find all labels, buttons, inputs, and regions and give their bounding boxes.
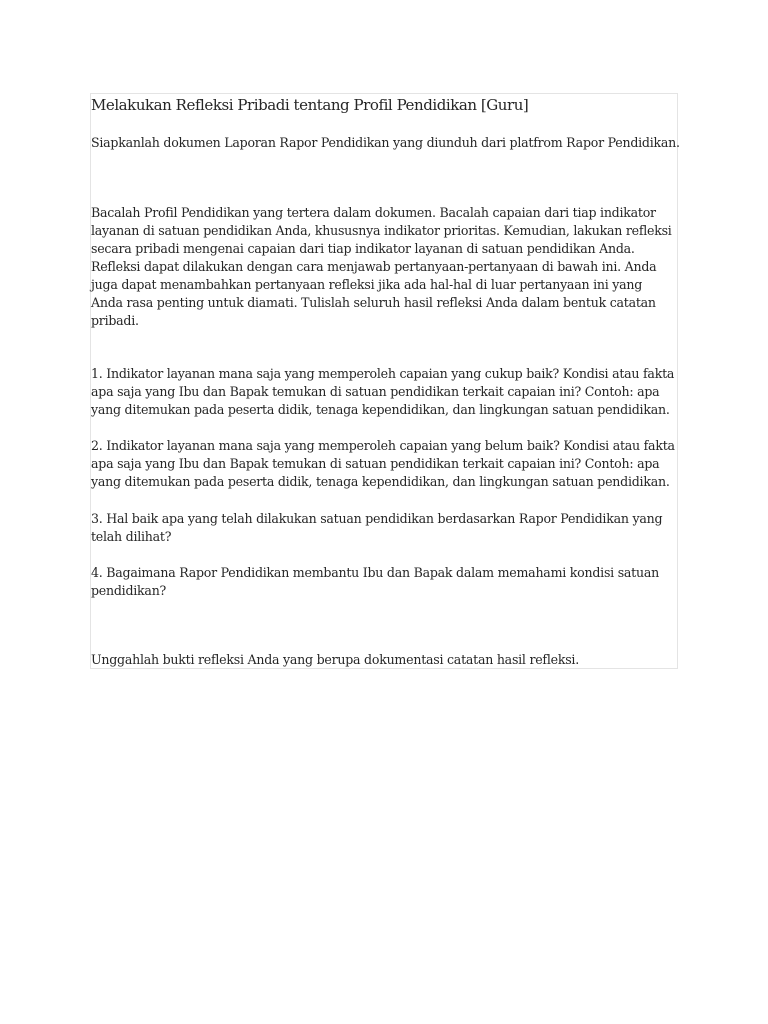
instructions-paragraph: Bacalah Profil Pendidikan yang tertera dalam dokumen. Bacalah capaian dari tiap indikator layanan di satuan pendidikan Anda, khususnya indikator prioritas. Kemudian, lakukan refleksi secara pribadi mengenai capaian dari tiap indikator layanan di satuan pendidikan Anda. Refleksi dapat dilakukan dengan cara menjawab pertanyaan-pertanyaan di bawah ini. Anda juga dapat menambahkan pertanyaan refleksi jika ada hal-hal di luar pertanyaan ini yang Anda rasa penting untuk diamati. Tulislah seluruh hasil refleksi Anda dalam bentuk catatan pribadi. — [91, 205, 672, 328]
question-1: 1. Indikator layanan mana saja yang memperoleh capaian yang cukup baik? Kondisi atau fakta apa saja yang Ibu dan Bapak temukan di satuan pendidikan terkait capaian ini? Contoh: apa yang ditemukan pada peserta didik, tenaga kependidikan, dan lingkungan satuan pendidikan. — [91, 366, 675, 417]
intro-paragraph: Siapkanlah dokumen Laporan Rapor Pendidikan yang diunduh dari platfrom Rapor Pendidikan. — [91, 135, 680, 150]
upload-note: Unggahlah bukti refleksi Anda yang berupa dokumentasi catatan hasil refleksi. — [91, 652, 579, 667]
question-3: 3. Hal baik apa yang telah dilakukan satuan pendidikan berdasarkan Rapor Pendidikan yang telah dilihat? — [91, 511, 663, 544]
question-4: 4. Bagaimana Rapor Pendidikan membantu Ibu dan Bapak dalam memahami kondisi satuan pendidikan? — [91, 565, 659, 598]
document-title: Melakukan Refleksi Pribadi tentang Profil Pendidikan [Guru] — [91, 96, 529, 114]
question-2: 2. Indikator layanan mana saja yang memperoleh capaian yang belum baik? Kondisi atau fakta apa saja yang Ibu dan Bapak temukan di satuan pendidikan terkait capaian ini? Contoh: apa yang ditemukan pada peserta didik, tenaga kependidikan, dan lingkungan satuan pendidikan. — [91, 438, 675, 489]
document-page — [90, 93, 678, 669]
